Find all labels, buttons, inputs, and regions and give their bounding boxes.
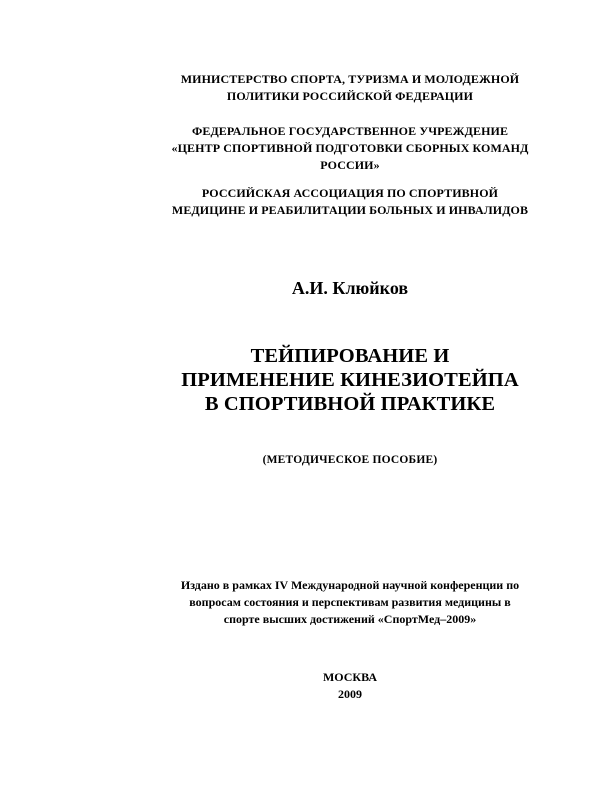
imprint-year: 2009 [338,687,362,701]
org-line: МИНИСТЕРСТВО СПОРТА, ТУРИЗМА И МОЛОДЕЖНОЙ [180,72,520,86]
document-title [60,344,612,416]
organization-ministry [60,71,612,105]
organization-association [60,185,612,219]
note-line: Издано в рамках IV Международной научной конференции по [180,578,520,592]
org-line: ФЕДЕРАЛЬНОЕ ГОСУДАРСТВЕННОЕ УЧРЕЖДЕНИЕ [191,124,509,138]
title-line: ТЕЙПИРОВАНИЕ И [250,345,450,367]
title-line: В СПОРТИВНОЙ ПРАКТИКЕ [204,393,496,415]
org-line: РОССИИ» [320,158,380,172]
org-line: «ЦЕНТР СПОРТИВНОЙ ПОДГОТОВКИ СБОРНЫХ КОМАНД [171,141,529,155]
org-line: МЕДИЦИНЕ И РЕАБИЛИТАЦИИ БОЛЬНЫХ И ИНВАЛИДОВ [171,203,529,217]
document-subtitle: (МЕТОДИЧЕСКОЕ ПОСОБИЕ) [262,454,438,466]
author-name: А.И. Клюйков [291,278,409,298]
note-line: спорте высших достижений «СпортМед–2009» [223,612,477,626]
org-line: ПОЛИТИКИ РОССИЙСКОЙ ФЕДЕРАЦИИ [226,89,474,103]
publication-note [60,577,612,628]
imprint-place: МОСКВА [322,670,378,684]
title-line: ПРИМЕНЕНИЕ КИНЕЗИОТЕЙПА [181,369,519,391]
org-line: РОССИЙСКАЯ АССОЦИАЦИЯ ПО СПОРТИВНОЙ [201,186,499,200]
imprint [60,669,612,703]
note-line: вопросам состояния и перспективам развития медицины в [189,595,511,609]
organization-center [60,123,612,174]
